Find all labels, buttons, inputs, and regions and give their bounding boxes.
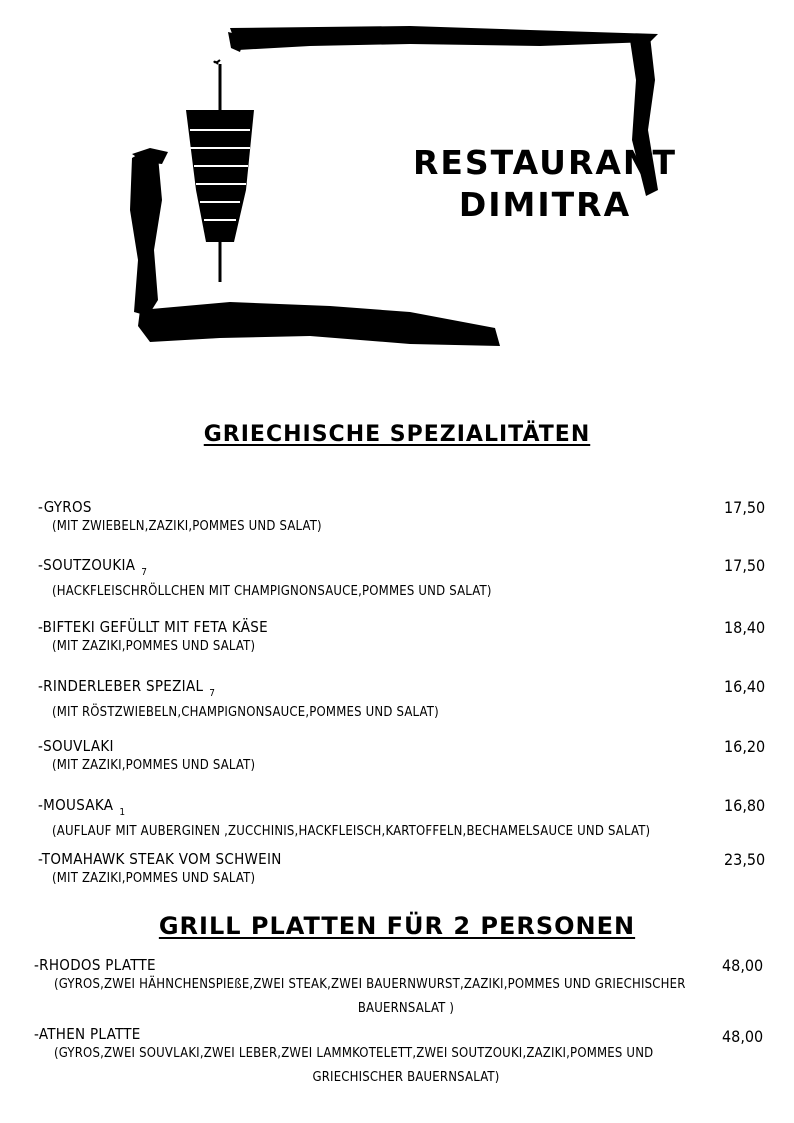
item-price: 17,50 <box>724 556 766 575</box>
item-name: -TOMAHAWK STEAK VOM SCHWEIN <box>38 850 282 868</box>
item-description: (MIT ZAZIKI,POMMES UND SALAT) <box>52 758 256 773</box>
item-price: 48,00 <box>722 1027 764 1046</box>
item-description-continued: BAUERNSALAT ) <box>357 1001 455 1016</box>
item-price: 48,00 <box>722 956 764 975</box>
item-description: (HACKFLEISCHRÖLLCHEN MIT CHAMPIGNONSAUCE,POMMES UND SALAT) <box>52 584 492 599</box>
item-description-continued: GRIECHISCHER BAUERNSALAT) <box>312 1070 500 1085</box>
item-price: 16,20 <box>724 737 766 756</box>
menu-item <box>38 618 778 656</box>
item-name: -MOUSAKA $_1$ <box>38 796 126 818</box>
restaurant-name <box>380 142 710 226</box>
restaurant-name-line1: RESTAURANT <box>412 143 678 182</box>
menu-item <box>38 677 778 722</box>
item-name: -GYROS <box>38 498 92 516</box>
item-description: (MIT ZWIEBELN,ZAZIKI,POMMES UND SALAT) <box>52 519 322 534</box>
item-price: 23,50 <box>724 850 766 869</box>
item-description: (MIT ZAZIKI,POMMES UND SALAT) <box>52 639 256 654</box>
item-name: -ATHEN PLATTE <box>34 1025 141 1043</box>
section-title-grill-platters: GRILL PLATTEN FÜR 2 PERSONEN <box>158 912 636 940</box>
menu-item <box>38 850 778 888</box>
menu-item <box>38 498 778 536</box>
restaurant-name-line2: DIMITRA <box>458 185 632 224</box>
menu-item <box>38 796 778 841</box>
item-name: -SOUVLAKI <box>38 737 114 755</box>
item-description: (MIT ZAZIKI,POMMES UND SALAT) <box>52 871 256 886</box>
item-name: -BIFTEKI GEFÜLLT MIT FETA KÄSE <box>38 618 268 636</box>
menu-item <box>38 556 778 601</box>
allergen-code: 7 <box>209 688 216 699</box>
item-description: (GYROS,ZWEI HÄHNCHENSPIEßE,ZWEI STEAK,ZWEI BAUERNWURST,ZAZIKI,POMMES UND GRIECHISCHER <box>54 977 686 992</box>
menu-item <box>38 737 778 775</box>
menu-item <box>34 1025 778 1087</box>
item-description: (MIT RÖSTZWIEBELN,CHAMPIGNONSAUCE,POMMES UND SALAT) <box>52 705 439 720</box>
item-description: (GYROS,ZWEI SOUVLAKI,ZWEI LEBER,ZWEI LAMMKOTELETT,ZWEI SOUTZOUKI,ZAZIKI,POMMES UND <box>54 1046 654 1061</box>
item-name: -SOUTZOUKIA $_7$ <box>38 556 148 578</box>
item-price: 16,80 <box>724 796 766 815</box>
allergen-code: 1 <box>119 807 126 818</box>
item-price: 16,40 <box>724 677 766 696</box>
item-name: -RHODOS PLATTE <box>34 956 156 974</box>
allergen-code: 7 <box>141 567 148 578</box>
item-description: (AUFLAUF MIT AUBERGINEN ,ZUCCHINIS,HACKFLEISCH,KARTOFFELN,BECHAMELSAUCE UND SALAT) <box>52 824 651 839</box>
menu-item <box>34 956 778 1018</box>
item-price: 17,50 <box>724 498 766 517</box>
item-name: -RINDERLEBER SPEZIAL $_7$ <box>38 677 216 699</box>
section-title-greek-specialties: GRIECHISCHE SPEZIALITÄTEN <box>203 422 591 447</box>
item-price: 18,40 <box>724 618 766 637</box>
restaurant-logo <box>110 20 678 360</box>
